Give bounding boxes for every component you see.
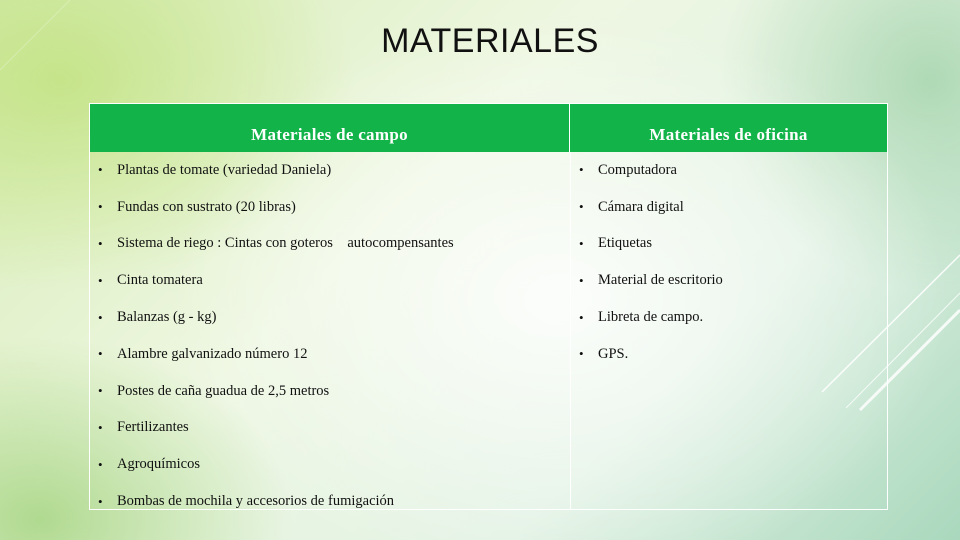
office-materials-list [571,152,887,373]
header-field-materials: Materiales de campo [90,104,570,152]
list-item-text: Cinta tomatera [117,272,203,289]
list-item-text: Fundas con sustrato (20 libras) [117,198,296,215]
list-item [90,373,570,410]
bullet-icon: • [98,456,103,472]
bullet-icon: • [98,272,103,288]
bullet-icon: • [98,199,103,215]
bullet-icon: • [579,199,584,215]
list-item-text: GPS. [598,345,629,362]
list-item-text: Plantas de tomate (variedad Daniela) [117,161,332,178]
field-materials-list [90,152,570,520]
slide-title: MATERIALES [381,22,599,60]
bullet-icon: • [98,309,103,325]
list-item [571,152,887,189]
bullet-icon: • [579,162,584,178]
list-item [571,336,887,373]
list-item-text: Balanzas (g - kg) [117,309,217,326]
list-item [90,152,570,189]
list-item [90,336,570,373]
list-item [571,262,887,299]
list-item-text: Postes de caña guadua de 2,5 metros [117,382,330,399]
list-item-text: Computadora [598,161,677,178]
list-item [90,226,570,263]
bullet-icon: • [98,493,103,509]
bullet-icon: • [579,235,584,251]
table-header [90,104,887,152]
list-item [90,483,570,520]
list-item [571,226,887,263]
bullet-icon: • [579,272,584,288]
list-item-text: Alambre galvanizado número 12 [117,345,308,362]
bullet-icon: • [98,419,103,435]
bullet-icon: • [98,383,103,399]
list-item-text: Libreta de campo. [598,309,704,326]
bullet-icon: • [98,162,103,178]
bullet-icon: • [579,346,584,362]
list-item-text: Agroquímicos [117,456,200,473]
bullet-icon: • [98,235,103,251]
list-item-text: Bombas de mochila y accesorios de fumigación [117,493,395,510]
list-item [571,189,887,226]
bullet-icon: • [98,346,103,362]
header-office-materials: Materiales de oficina [649,125,808,144]
list-item [90,189,570,226]
list-item [90,446,570,483]
list-item [90,410,570,447]
list-item [90,262,570,299]
materials-table [89,103,888,510]
list-item [90,299,570,336]
list-item-text: Etiquetas [598,235,652,252]
list-item-text: Fertilizantes [117,419,189,436]
list-item-text: Cámara digital [598,198,684,215]
list-item-text: Sistema de riego : Cintas con goteros autocompensantes [117,235,454,252]
list-item-text: Material de escritorio [598,272,723,289]
list-item [571,299,887,336]
bullet-icon: • [579,309,584,325]
